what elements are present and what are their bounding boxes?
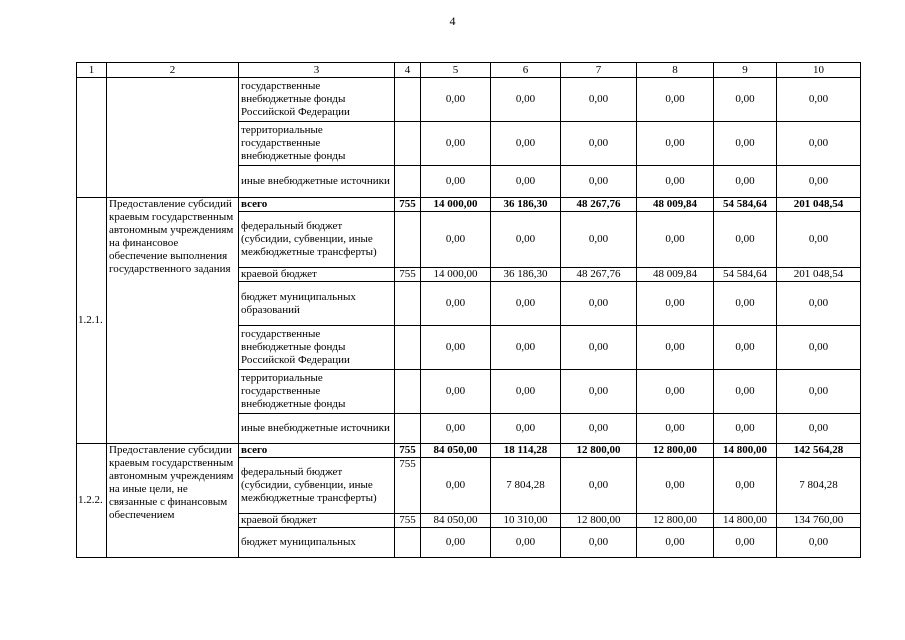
item-name: Предоставление субсидий краевым государственным автономным учреждениям на финансовое обеспечение выполнения государственного задания	[107, 198, 239, 444]
header-cell: 1	[77, 63, 107, 78]
value-year: 0,00	[561, 326, 637, 370]
value-year: 0,00	[714, 326, 777, 370]
value-year: 14 800,00	[714, 514, 777, 528]
value-year: 14 000,00	[421, 198, 491, 212]
value-year: 0,00	[561, 212, 637, 268]
funding-source: всего	[239, 198, 395, 212]
header-cell: 7	[561, 63, 637, 78]
value-year: 0,00	[491, 212, 561, 268]
value-total: 134 760,00	[777, 514, 861, 528]
value-year: 0,00	[491, 326, 561, 370]
budget-code	[395, 370, 421, 414]
value-year: 0,00	[714, 122, 777, 166]
header-cell: 5	[421, 63, 491, 78]
value-year: 0,00	[561, 414, 637, 444]
item-number: 1.2.2.	[77, 444, 107, 558]
value-year: 12 800,00	[561, 514, 637, 528]
value-year: 0,00	[714, 528, 777, 558]
item-number	[77, 78, 107, 198]
value-year: 0,00	[637, 326, 714, 370]
value-year: 84 050,00	[421, 514, 491, 528]
value-year: 0,00	[421, 528, 491, 558]
value-year: 18 114,28	[491, 444, 561, 458]
funding-source: краевой бюджет	[239, 514, 395, 528]
value-year: 0,00	[714, 370, 777, 414]
value-year: 0,00	[637, 458, 714, 514]
header-cell: 2	[107, 63, 239, 78]
table-row	[77, 444, 861, 458]
value-year: 7 804,28	[491, 458, 561, 514]
funding-source: иные внебюджетные источники	[239, 414, 395, 444]
funding-source: иные внебюджетные источники	[239, 166, 395, 198]
value-total: 0,00	[777, 166, 861, 198]
value-year: 48 267,76	[561, 198, 637, 212]
value-year: 84 050,00	[421, 444, 491, 458]
budget-code: 755	[395, 514, 421, 528]
value-total: 0,00	[777, 78, 861, 122]
value-year: 36 186,30	[491, 198, 561, 212]
value-year: 0,00	[637, 414, 714, 444]
header-row	[77, 63, 861, 78]
page-number: 4	[449, 14, 456, 28]
value-year: 54 584,64	[714, 198, 777, 212]
value-year: 0,00	[491, 282, 561, 326]
value-year: 0,00	[637, 78, 714, 122]
value-total: 0,00	[777, 414, 861, 444]
item-name: Предоставление субсидии краевым государственным автономным учреждениям на иные цели, не связанные с финансовым обеспечением	[107, 444, 239, 558]
value-year: 0,00	[714, 458, 777, 514]
funding-source: федеральный бюджет (субсидии, субвенции, иные межбюджетные трансферты)	[239, 458, 395, 514]
budget-code: 755	[395, 198, 421, 212]
value-year: 0,00	[421, 326, 491, 370]
value-year: 0,00	[561, 78, 637, 122]
value-year: 54 584,64	[714, 268, 777, 282]
value-year: 48 009,84	[637, 198, 714, 212]
value-year: 0,00	[561, 458, 637, 514]
budget-code	[395, 212, 421, 268]
value-year: 0,00	[714, 282, 777, 326]
value-total: 0,00	[777, 370, 861, 414]
value-year: 12 800,00	[637, 444, 714, 458]
value-year: 0,00	[491, 78, 561, 122]
item-number: 1.2.1.	[77, 198, 107, 444]
budget-code	[395, 122, 421, 166]
value-year: 0,00	[561, 370, 637, 414]
budget-code	[395, 78, 421, 122]
funding-source: территориальные государственные внебюджетные фонды	[239, 122, 395, 166]
budget-code: 755	[395, 458, 421, 514]
header-cell: 4	[395, 63, 421, 78]
budget-code	[395, 528, 421, 558]
value-year: 0,00	[491, 166, 561, 198]
value-year: 0,00	[491, 528, 561, 558]
value-year: 14 800,00	[714, 444, 777, 458]
budget-table	[76, 62, 861, 558]
value-year: 0,00	[714, 414, 777, 444]
value-year: 12 800,00	[637, 514, 714, 528]
value-year: 0,00	[491, 414, 561, 444]
header-cell: 6	[491, 63, 561, 78]
value-year: 0,00	[421, 78, 491, 122]
value-year: 0,00	[637, 370, 714, 414]
value-year: 0,00	[421, 414, 491, 444]
header-cell: 10	[777, 63, 861, 78]
header-cell: 8	[637, 63, 714, 78]
value-total: 0,00	[777, 282, 861, 326]
value-year: 0,00	[714, 78, 777, 122]
value-year: 48 009,84	[637, 268, 714, 282]
budget-code: 755	[395, 444, 421, 458]
budget-code: 755	[395, 268, 421, 282]
value-year: 0,00	[637, 166, 714, 198]
value-total: 0,00	[777, 122, 861, 166]
funding-source: государственные внебюджетные фонды Российской Федерации	[239, 78, 395, 122]
value-total: 7 804,28	[777, 458, 861, 514]
value-year: 0,00	[421, 370, 491, 414]
funding-source: федеральный бюджет (субсидии, субвенции, иные межбюджетные трансферты)	[239, 212, 395, 268]
value-year: 12 800,00	[561, 444, 637, 458]
value-year: 48 267,76	[561, 268, 637, 282]
value-year: 0,00	[421, 458, 491, 514]
value-total: 0,00	[777, 528, 861, 558]
value-year: 10 310,00	[491, 514, 561, 528]
value-year: 0,00	[637, 282, 714, 326]
table-row	[77, 198, 861, 212]
value-total: 0,00	[777, 212, 861, 268]
value-total: 201 048,54	[777, 198, 861, 212]
value-year: 0,00	[637, 122, 714, 166]
value-year: 0,00	[421, 282, 491, 326]
budget-code	[395, 166, 421, 198]
value-year: 0,00	[637, 528, 714, 558]
value-year: 0,00	[491, 370, 561, 414]
funding-source: всего	[239, 444, 395, 458]
value-year: 0,00	[421, 212, 491, 268]
value-year: 0,00	[491, 122, 561, 166]
value-year: 0,00	[561, 122, 637, 166]
value-year: 0,00	[561, 528, 637, 558]
value-year: 14 000,00	[421, 268, 491, 282]
value-total: 201 048,54	[777, 268, 861, 282]
value-year: 0,00	[637, 212, 714, 268]
funding-source: территориальные государственные внебюджетные фонды	[239, 370, 395, 414]
header-cell: 9	[714, 63, 777, 78]
value-year: 0,00	[714, 212, 777, 268]
header-cell: 3	[239, 63, 395, 78]
budget-code	[395, 414, 421, 444]
budget-code	[395, 326, 421, 370]
value-year: 36 186,30	[491, 268, 561, 282]
value-total: 0,00	[777, 326, 861, 370]
value-year: 0,00	[714, 166, 777, 198]
value-year: 0,00	[561, 166, 637, 198]
funding-source: краевой бюджет	[239, 268, 395, 282]
funding-source: государственные внебюджетные фонды Российской Федерации	[239, 326, 395, 370]
table-row	[77, 78, 861, 122]
funding-source: бюджет муниципальных	[239, 528, 395, 558]
item-name	[107, 78, 239, 198]
value-total: 142 564,28	[777, 444, 861, 458]
funding-source: бюджет муниципальных образований	[239, 282, 395, 326]
value-year: 0,00	[421, 166, 491, 198]
budget-code	[395, 282, 421, 326]
value-year: 0,00	[561, 282, 637, 326]
value-year: 0,00	[421, 122, 491, 166]
